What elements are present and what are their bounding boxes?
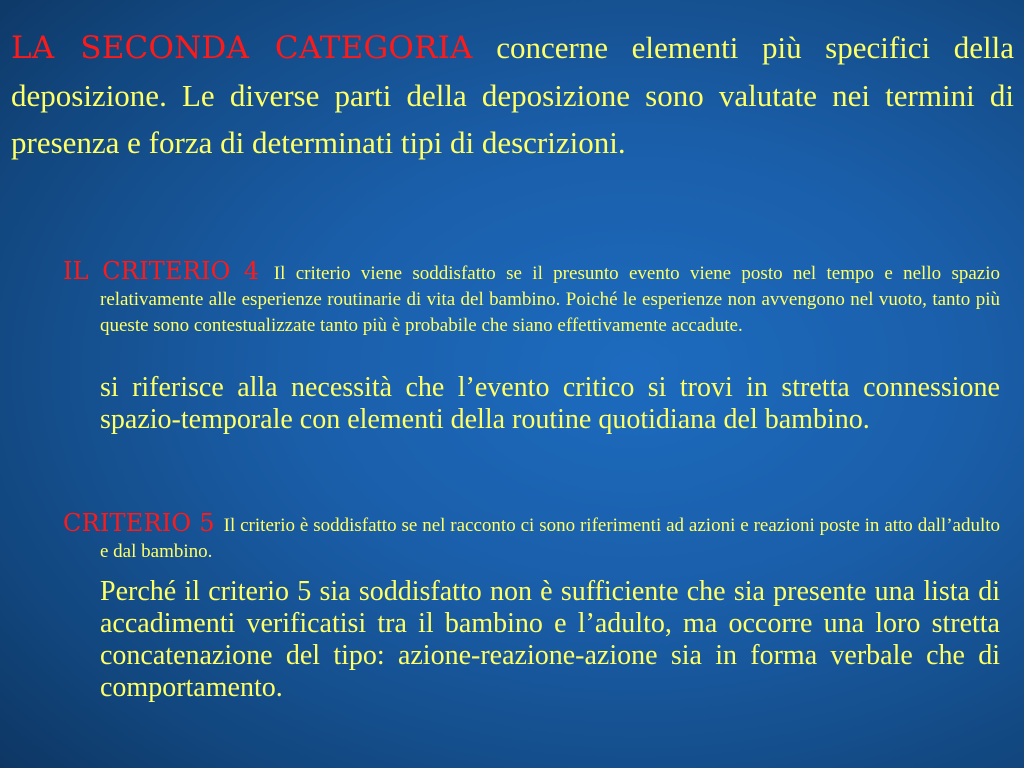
intro-paragraph [11,24,1014,166]
criterio-5-definition-text: Il criterio è soddisfatto se nel racconto ci sono riferimenti ad azioni e reazioni poste in atto dall’adulto e dal bambino. [100,515,1001,562]
criterio-5-label: CRITERIO 5 [63,509,215,537]
intro-category-label: LA SECONDA CATEGORIA [11,30,473,66]
criterio-4-definition-text: Il criterio viene soddisfatto se il presunto evento viene posto nel tempo e nello spazio relativamente alle esperienze routinarie di vita del bambino. Poiché le esperienze non avvengono nel vuoto, tanto più queste sono contestualizzate tanto più è probabile che siano effettivamente accadute. [100,263,1000,336]
criterio-5-explanation: Perché il criterio 5 sia soddisfatto non è sufficiente che sia presente una lista di accadimenti verificatisi tra il bambino e l’adulto, ma occorre una loro stretta concatenazione del tipo: azione-reazione-azione sia in forma verbale che di comportamento. [100,576,1000,703]
criterio-4-explanation: si riferisce alla necessità che l’evento critico si trovi in stretta connessione spazio-temporale con elementi della routine quotidiana del bambino. [100,372,1000,435]
criterio-4-label: IL CRITERIO 4 [63,257,260,285]
intro-text: concerne elementi più specifici della deposizione. Le diverse parti della deposizione sono valutate nei termini di presenza e forza di determinati tipi di descrizioni. [11,30,1015,160]
criterio-5-definition [63,510,1000,565]
criterio-4-definition [63,258,1000,339]
